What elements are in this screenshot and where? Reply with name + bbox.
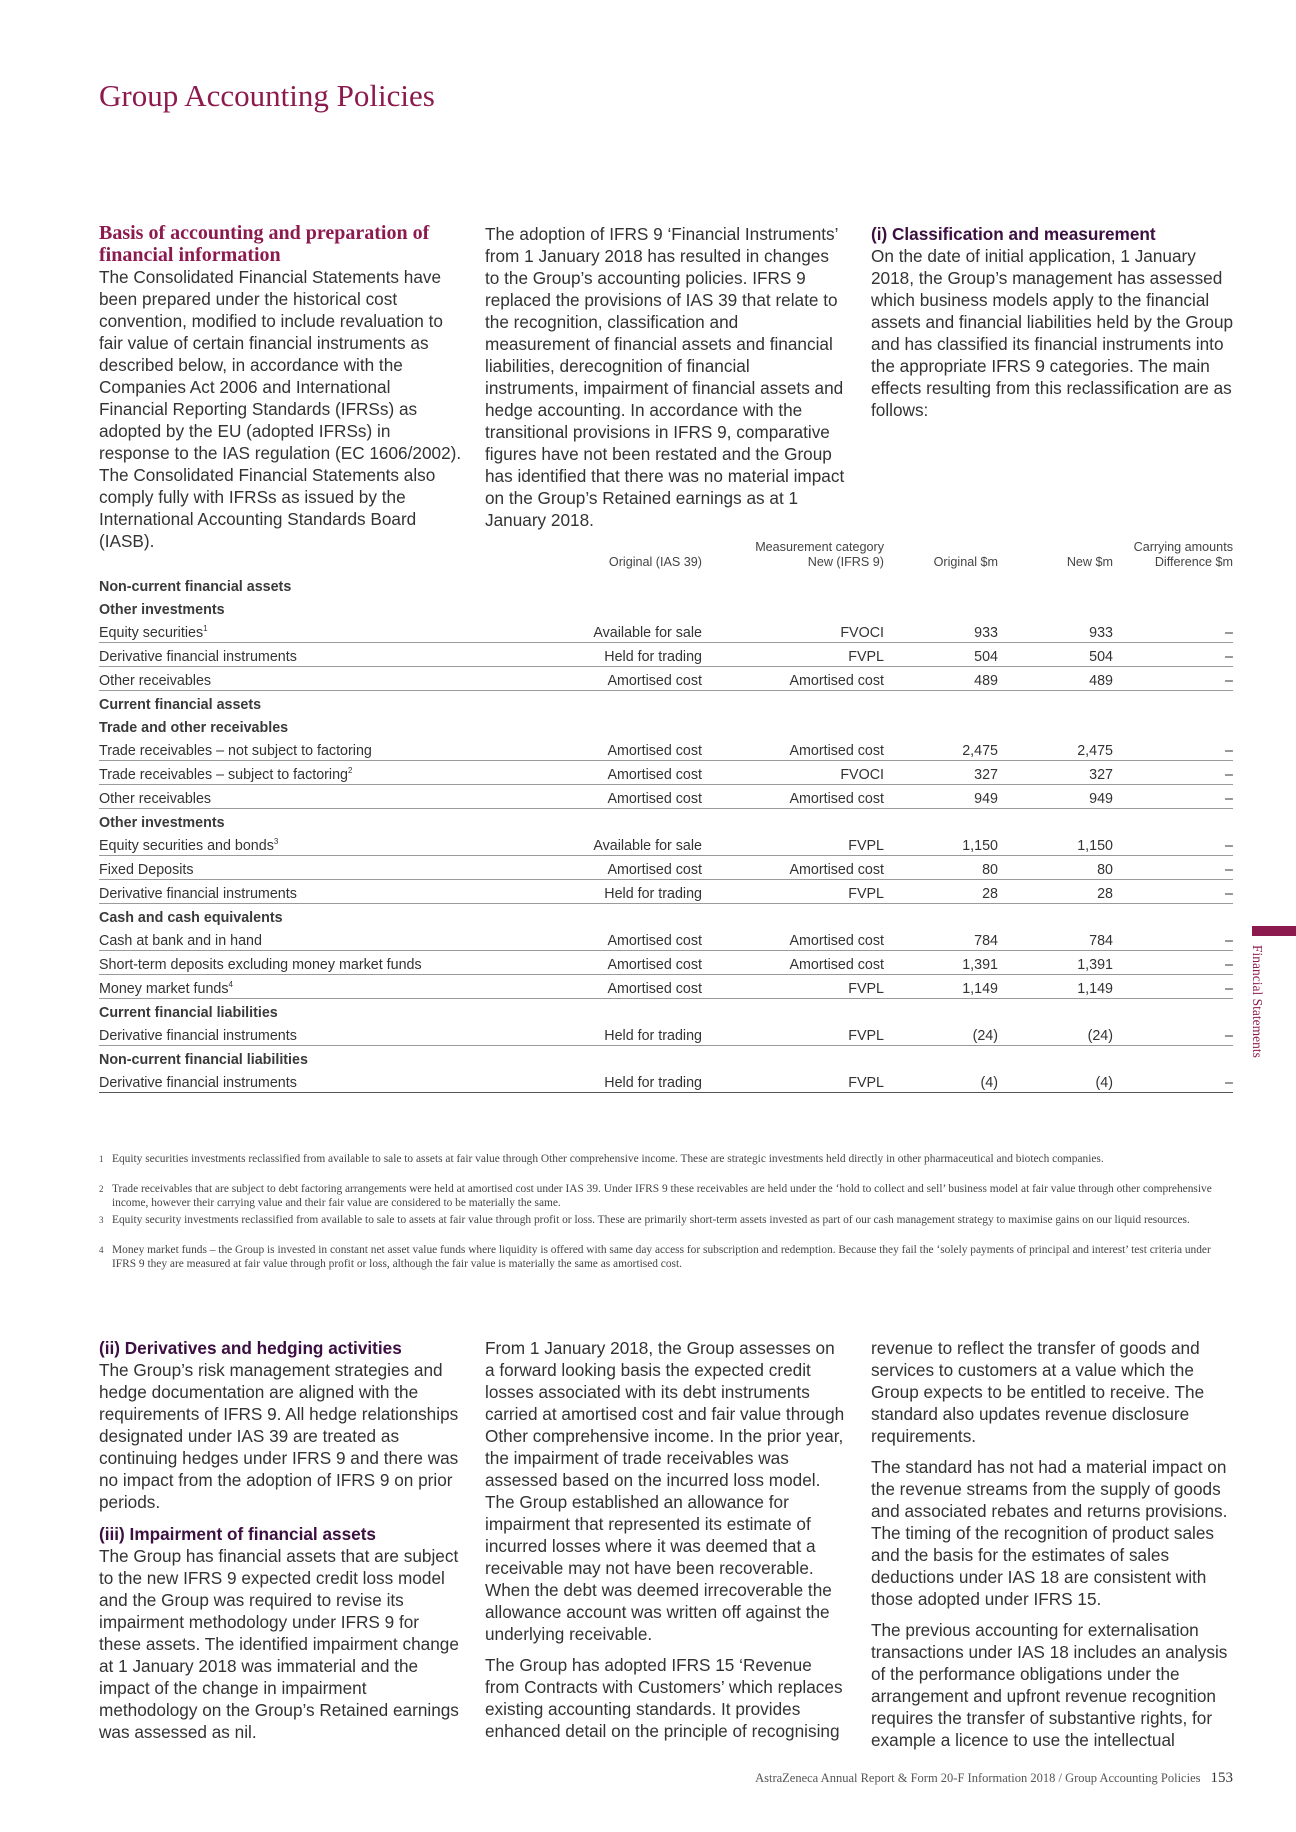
row-label: [99, 785, 482, 809]
original-amount-cell: 504: [884, 643, 998, 667]
row-label: [99, 975, 482, 999]
header-measurement-category: Measurement category: [755, 540, 884, 554]
footnote: [99, 1244, 1233, 1271]
new-category-cell: Amortised cost: [702, 927, 884, 951]
difference-cell: –: [1113, 951, 1233, 975]
credit-loss-column: [485, 1337, 848, 1742]
header-new-amount: New $m: [1066, 554, 1113, 569]
table-row: [99, 667, 1233, 691]
row-label-text: Money market funds: [99, 981, 229, 997]
original-category-cell: Amortised cost: [482, 761, 702, 785]
section-label: Cash and cash equivalents: [99, 910, 283, 926]
table-section-row: [99, 573, 1233, 596]
difference-cell: –: [1113, 785, 1233, 809]
header-new-category: [702, 540, 884, 573]
row-label-text: Cash at bank and in hand: [99, 933, 262, 949]
new-category-cell: Amortised cost: [702, 667, 884, 691]
row-label: [99, 643, 482, 667]
original-category-cell: Amortised cost: [482, 951, 702, 975]
original-amount-cell: 1,391: [884, 951, 998, 975]
difference-cell: –: [1113, 975, 1233, 999]
row-label: [99, 667, 482, 691]
original-amount-cell: (4): [884, 1069, 998, 1093]
table-section-row: [99, 999, 1233, 1023]
difference-cell: –: [1113, 1069, 1233, 1093]
row-label-text: Fixed Deposits: [99, 862, 194, 878]
row-label-text: Derivative financial instruments: [99, 1028, 297, 1044]
derivatives-heading: (ii) Derivatives and hedging activities: [99, 1338, 402, 1358]
new-amount-cell: 28: [998, 880, 1113, 904]
original-category-cell: Amortised cost: [482, 927, 702, 951]
reclassification-table: [99, 540, 1233, 1093]
original-amount-cell: 784: [884, 927, 998, 951]
row-label: [99, 832, 482, 856]
basis-text: The Consolidated Financial Statements have been prepared under the historical cost convention, modified to include revaluation to fair value of certain financial instruments as described below, in accordance with the Companies Act 2006 and International Financial Reporting Standards (IFRSs) as adopted by the EU (adopted IFRSs) in response to the IAS regulation (EC 1606/2002). The Consolidated Financial Statements also comply fully with IFRSs as issued by the International Accounting Standards Board (IASB).: [99, 267, 462, 551]
row-label: [99, 927, 482, 951]
credit-loss-text: From 1 January 2018, the Group assesses on a forward looking basis the expected credit losses associated with its debt instruments carried at amortised cost and fair value through Other comprehensive income. In the prior year, the impairment of trade receivables was assessed based on the incurred loss model. The Group established an allowance for impairment that represented its estimate of incurred losses where it was deemed that a receivable may not have been recoverable. When the debt was deemed irrecoverable the allowance account was written off against the underlying receivable.: [485, 1338, 845, 1644]
table-row: [99, 880, 1233, 904]
difference-cell: –: [1113, 667, 1233, 691]
ifrs9-column: [485, 223, 848, 531]
original-amount-cell: 2,475: [884, 737, 998, 761]
new-category-cell: FVPL: [702, 975, 884, 999]
header-original-category: Original (IAS 39): [608, 554, 702, 569]
original-category-cell: Held for trading: [482, 880, 702, 904]
original-category-cell: Available for sale: [482, 832, 702, 856]
original-category-cell: Held for trading: [482, 643, 702, 667]
footnote-number: 2: [99, 1184, 104, 1194]
table-row: [99, 832, 1233, 856]
footnote-ref: 1: [203, 624, 208, 634]
difference-cell: –: [1113, 619, 1233, 643]
classification-column: [871, 223, 1234, 421]
row-label: [99, 880, 482, 904]
section-side-label: Financial Statements: [1250, 945, 1265, 1058]
header-carrying-amounts: Carrying amounts: [1133, 540, 1233, 554]
table-row: [99, 643, 1233, 667]
table-row: [99, 951, 1233, 975]
table-section-row: [99, 1046, 1233, 1070]
section-label: Other investments: [99, 602, 225, 618]
row-label: [99, 856, 482, 880]
footnote-number: 3: [99, 1215, 104, 1225]
table-section-row: [99, 904, 1233, 928]
header-original-amount: Original $m: [933, 554, 998, 569]
table-body: [99, 573, 1233, 1093]
original-amount-cell: 327: [884, 761, 998, 785]
footnote: [99, 1153, 1233, 1167]
impairment-text: The Group has financial assets that are subject to the new IFRS 9 expected credit loss model and the Group was required to revise its impairment methodology under IFRS 9 for these assets. The identified impairment change at 1 January 2018 was immaterial and the impact of the change in impairment methodology on the Group’s Retained earnings was assessed as nil.: [99, 1546, 459, 1742]
revenue-text-2: The standard has not had a material impact on the revenue streams from the supply of goods and associated rebates and returns provisions. The timing of the recognition of product sales and the basis for the estimates of sales deductions under IAS 18 are consistent with those adopted under IFRS 15.: [871, 1457, 1228, 1609]
section-tab-marker: [1252, 926, 1296, 936]
original-amount-cell: 28: [884, 880, 998, 904]
table-section-row: [99, 596, 1233, 619]
new-amount-cell: 933: [998, 619, 1113, 643]
footnote-number: 4: [99, 1245, 104, 1255]
header-label: [99, 540, 482, 573]
header-difference-label: Difference $m: [1154, 554, 1233, 569]
original-amount-cell: 1,149: [884, 975, 998, 999]
row-label-text: Derivative financial instruments: [99, 1075, 297, 1091]
row-label: [99, 1022, 482, 1046]
section-label: Non-current financial liabilities: [99, 1052, 308, 1068]
original-amount-cell: 1,150: [884, 832, 998, 856]
new-amount-cell: 2,475: [998, 737, 1113, 761]
footnote-text: Equity securities investments reclassified from available to sale to assets at fair value through Other comprehensive income. These are strategic investments held directly in other pharmaceutical and biotech companies.: [112, 1153, 1104, 1165]
original-category-cell: Amortised cost: [482, 785, 702, 809]
classification-text: On the date of initial application, 1 January 2018, the Group’s management has assessed which business models apply to the financial assets and financial liabilities held by the Group and has classified its financial instruments into the appropriate IFRS 9 categories. The main effects resulting from this reclassification are as follows:: [871, 246, 1234, 420]
footnote-number: 1: [99, 1154, 104, 1164]
revenue-text-1: revenue to reflect the transfer of goods and services to customers at a value which the Group expects to be entitled to receive. The standard also updates revenue disclosure requirements.: [871, 1338, 1205, 1446]
footnote-text: Trade receivables that are subject to debt factoring arrangements were held at amortised cost under IAS 39. Under IFRS 9 these receivables are held under the ‘hold to collect and sell’ business model at fair value through other comprehensive income, however their carrying value and their fair value are considered to be materially the same.: [112, 1183, 1212, 1209]
new-amount-cell: 80: [998, 856, 1113, 880]
classification-heading: (i) Classification and measurement: [871, 224, 1156, 244]
new-category-cell: FVPL: [702, 1022, 884, 1046]
new-category-cell: Amortised cost: [702, 951, 884, 975]
new-amount-cell: 949: [998, 785, 1113, 809]
original-category-cell: Amortised cost: [482, 856, 702, 880]
row-label: [99, 619, 482, 643]
new-category-cell: Amortised cost: [702, 856, 884, 880]
section-label: Other investments: [99, 815, 225, 831]
row-label-text: Other receivables: [99, 673, 212, 689]
derivatives-column: [99, 1337, 462, 1743]
row-label-text: Equity securities: [99, 625, 204, 641]
footnote-text: Equity security investments reclassified from available to sale to assets at fair value through profit or loss. These are primarily short-term assets invested as part of our cash management strategy to maximise gains on our liquid resources.: [112, 1214, 1190, 1226]
new-amount-cell: 1,150: [998, 832, 1113, 856]
original-amount-cell: 949: [884, 785, 998, 809]
table-row: [99, 856, 1233, 880]
new-category-cell: FVPL: [702, 643, 884, 667]
table-row: [99, 737, 1233, 761]
section-label: Non-current financial assets: [99, 579, 292, 595]
section-label: Current financial liabilities: [99, 1005, 278, 1021]
original-category-cell: Amortised cost: [482, 667, 702, 691]
row-label: [99, 1069, 482, 1093]
revenue-column: [871, 1337, 1234, 1751]
new-category-cell: FVPL: [702, 1069, 884, 1093]
ifrs9-text: The adoption of IFRS 9 ‘Financial Instruments’ from 1 January 2018 has resulted in changes to the Group’s accounting policies. IFRS 9 replaced the provisions of IAS 39 that relate to the recognition, classification and measurement of financial assets and financial liabilities, derecognition of financial instruments, impairment of financial assets and hedge accounting. In accordance with the transitional provisions in IFRS 9, comparative figures have not been restated and the Group has identified that there was no material impact on the Group’s Retained earnings as at 1 January 2018.: [485, 224, 845, 530]
new-category-cell: Amortised cost: [702, 785, 884, 809]
footnote: [99, 1214, 1233, 1228]
original-amount-cell: 80: [884, 856, 998, 880]
footnote-ref: 3: [273, 837, 279, 847]
table-row: [99, 619, 1233, 643]
difference-cell: –: [1113, 832, 1233, 856]
new-category-cell: Amortised cost: [702, 737, 884, 761]
table-row: [99, 927, 1233, 951]
new-category-cell: FVPL: [702, 832, 884, 856]
difference-cell: –: [1113, 856, 1233, 880]
difference-cell: –: [1113, 1022, 1233, 1046]
original-amount-cell: (24): [884, 1022, 998, 1046]
difference-cell: –: [1113, 927, 1233, 951]
new-amount-cell: 327: [998, 761, 1113, 785]
impairment-heading: (iii) Impairment of financial assets: [99, 1524, 376, 1544]
page-number: 153: [1210, 1770, 1233, 1786]
new-category-cell: FVOCI: [702, 619, 884, 643]
row-label-text: Trade receivables – not subject to factoring: [99, 743, 372, 759]
basis-heading: Basis of accounting and preparation of financial information: [99, 222, 430, 266]
table-row: [99, 785, 1233, 809]
table-section-row: [99, 809, 1233, 833]
footer-text: AstraZeneca Annual Report & Form 20-F Information 2018 / Group Accounting Policies: [755, 1771, 1201, 1785]
row-label-text: Derivative financial instruments: [99, 886, 297, 902]
new-amount-cell: 504: [998, 643, 1113, 667]
row-label-text: Trade receivables – subject to factoring: [99, 767, 349, 783]
new-amount-cell: 1,391: [998, 951, 1113, 975]
page-footer: [755, 1770, 1233, 1787]
original-amount-cell: 489: [884, 667, 998, 691]
basis-column: [99, 222, 462, 552]
row-label-text: Derivative financial instruments: [99, 649, 297, 665]
table-row: [99, 975, 1233, 999]
new-amount-cell: (4): [998, 1069, 1113, 1093]
new-category-cell: FVPL: [702, 880, 884, 904]
table-row: [99, 1022, 1233, 1046]
row-label-text: Other receivables: [99, 791, 212, 807]
ifrs15-text: The Group has adopted IFRS 15 ‘Revenue from Contracts with Customers’ which replaces existing accounting standards. It provides enhanced detail on the principle of recognising: [485, 1655, 843, 1741]
row-label: [99, 951, 482, 975]
page-title: Group Accounting Policies: [99, 78, 435, 113]
new-amount-cell: 784: [998, 927, 1113, 951]
footnote-ref: 4: [228, 980, 233, 990]
footnote-text: Money market funds – the Group is invested in constant net asset value funds where liquidity is offered with same day access for subscription and redemption. Because they fail the ‘solely payments of principal and interest’ test criteria under IFRS 9 they are measured at fair value through profit or loss, although the fair value is materially the same as amortised cost.: [112, 1244, 1211, 1270]
difference-cell: –: [1113, 643, 1233, 667]
table-section-row: [99, 691, 1233, 715]
header-new-ifrs9: New (IFRS 9): [807, 554, 884, 569]
row-label-text: Equity securities and bonds: [99, 838, 274, 854]
original-category-cell: Held for trading: [482, 1022, 702, 1046]
difference-cell: –: [1113, 880, 1233, 904]
difference-cell: –: [1113, 737, 1233, 761]
row-label: [99, 737, 482, 761]
original-category-cell: Amortised cost: [482, 975, 702, 999]
table-header-row: [99, 540, 1233, 573]
table-section-row: [99, 714, 1233, 737]
table-row: [99, 761, 1233, 785]
new-amount-cell: (24): [998, 1022, 1113, 1046]
section-label: Trade and other receivables: [99, 720, 289, 736]
revenue-text-3: The previous accounting for externalisation transactions under IAS 18 includes an analysis of the performance obligations under the arrangement and upfront revenue recognition requires the transfer of substantive rights, for example a licence to use the intellectual: [871, 1620, 1228, 1750]
section-label: Current financial assets: [99, 697, 262, 713]
difference-cell: –: [1113, 761, 1233, 785]
row-label: [99, 761, 482, 785]
derivatives-text: The Group’s risk management strategies and hedge documentation are aligned with the requirements of IFRS 9. All hedge relationships designated under IAS 39 are treated as continuing hedges under IFRS 9 and there was no impact from the adoption of IFRS 9 on prior periods.: [99, 1360, 459, 1512]
original-amount-cell: 933: [884, 619, 998, 643]
new-category-cell: FVOCI: [702, 761, 884, 785]
footnote-ref: 2: [348, 766, 353, 776]
header-difference: [1113, 540, 1233, 573]
new-amount-cell: 1,149: [998, 975, 1113, 999]
row-label-text: Short-term deposits excluding money market funds: [99, 957, 422, 973]
table-row: [99, 1069, 1233, 1093]
original-category-cell: Held for trading: [482, 1069, 702, 1093]
footnote: [99, 1183, 1233, 1210]
original-category-cell: Available for sale: [482, 619, 702, 643]
original-category-cell: Amortised cost: [482, 737, 702, 761]
new-amount-cell: 489: [998, 667, 1113, 691]
